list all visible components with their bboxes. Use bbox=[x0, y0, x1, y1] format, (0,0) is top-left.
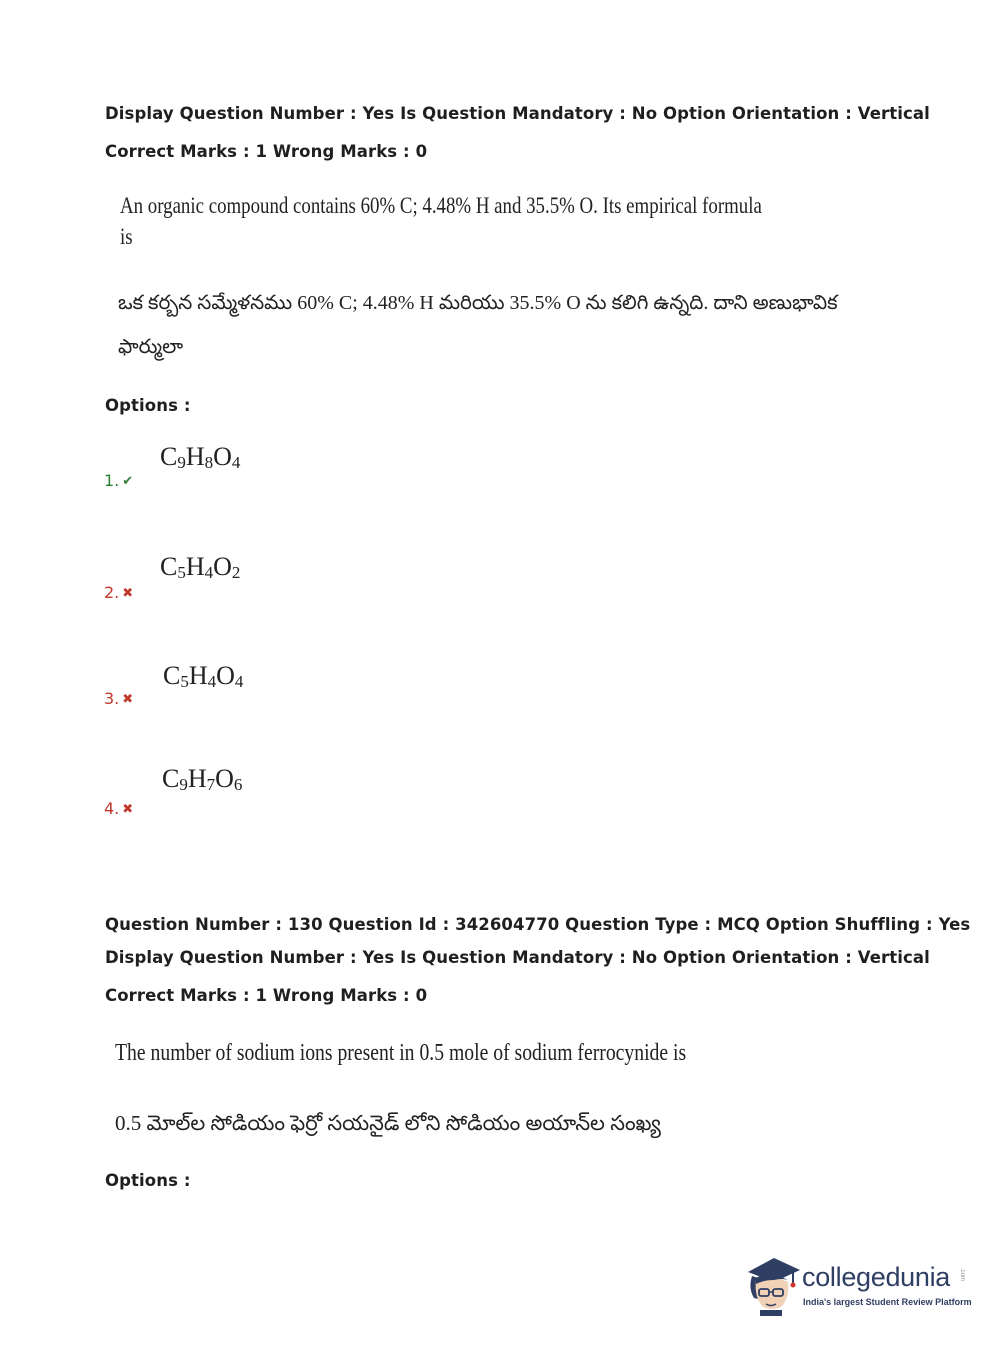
check-icon: ✔ bbox=[122, 474, 134, 489]
q129-english-line1: An organic compound contains 60% C; 4.48% H and 35.5% O. Its empirical formula bbox=[120, 193, 762, 218]
cross-icon: ✖ bbox=[122, 586, 134, 601]
q129-marks-meta: Correct Marks : 1 Wrong Marks : 0 bbox=[105, 142, 428, 161]
q130-options-label: Options : bbox=[105, 1171, 191, 1190]
q129-options-label: Options : bbox=[105, 396, 191, 415]
collegedunia-logo bbox=[742, 1250, 972, 1320]
q130-telugu-text bbox=[115, 1101, 661, 1145]
option-2-formula: $C_5H_4O_2$ bbox=[160, 552, 241, 582]
q129-english-text bbox=[120, 190, 762, 252]
q129-telugu-line1: ఒక కర్బన సమ్మేళనము 60% C; 4.48% H మరియు 35.5% O ను కలిగి ఉన్నది. దాని అణుభావిక bbox=[118, 292, 838, 314]
option-3-formula: $C_5H_4O_4$ bbox=[163, 661, 244, 691]
q129-display-meta: Display Question Number : Yes Is Question Mandatory : No Option Orientation : Vertical bbox=[105, 104, 930, 123]
q130-english-line1: The number of sodium ions present in 0.5 mole of sodium ferrocynide is bbox=[115, 1040, 687, 1066]
q130-english-text bbox=[115, 1038, 686, 1069]
q129-telugu-line2: ఫార్ములా bbox=[118, 336, 184, 358]
q129-telugu-text bbox=[118, 281, 838, 369]
option-4-number: 4. ✖ bbox=[104, 799, 134, 818]
logo-com: .com bbox=[959, 1268, 965, 1282]
option-3-number: 3. ✖ bbox=[104, 689, 134, 708]
q130-display-meta: Display Question Number : Yes Is Question Mandatory : No Option Orientation : Vertical bbox=[105, 948, 930, 967]
q130-marks-meta: Correct Marks : 1 Wrong Marks : 0 bbox=[105, 986, 428, 1005]
q130-question-meta: Question Number : 130 Question Id : 342604770 Question Type : MCQ Option Shuffling : Yes bbox=[105, 915, 971, 934]
option-1-formula: $C_9H_8O_4$ bbox=[160, 442, 241, 472]
option-2-number: 2. ✖ bbox=[104, 583, 134, 602]
mascot-icon bbox=[742, 1250, 802, 1320]
logo-wordmark: collegedunia bbox=[802, 1262, 951, 1292]
cross-icon: ✖ bbox=[122, 802, 134, 817]
q129-english-line2: is bbox=[120, 224, 133, 249]
q130-telugu-line1: 0.5 మోల్‌ల సోడియం ఫెర్రో సయనైడ్ లోని సోడియం అయాన్‌ల సంఖ్య bbox=[115, 1111, 661, 1135]
option-4-formula: $C_9H_7O_6$ bbox=[162, 764, 243, 794]
cross-icon: ✖ bbox=[122, 692, 134, 707]
option-1-number: 1. ✔ bbox=[104, 471, 134, 490]
logo-tagline: India's largest Student Review Platform bbox=[803, 1297, 972, 1307]
